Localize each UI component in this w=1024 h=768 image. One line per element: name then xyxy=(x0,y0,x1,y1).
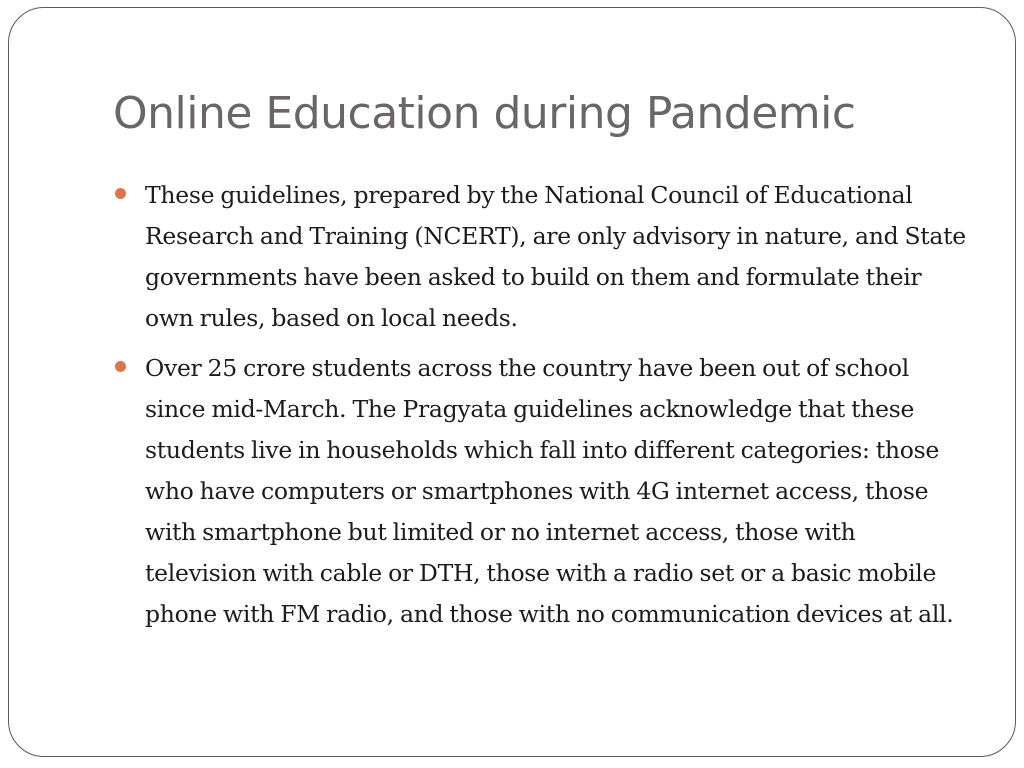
bullet-text: Over 25 crore students across the country have been out of school since mid-March. The Pragyata guidelines acknowledge that these students live in households which fall into different categories: those who have computers or smartphones with 4G internet access, those with smartphone but limited or no internet access, those with television with cable or DTH, those with a radio set or a basic mobile phone with FM radio, and those with no communication devices at all. xyxy=(145,354,954,628)
bullet-text: These guidelines, prepared by the National Council of Educational Research and Training (NCERT), are only advisory in nature, and State governments have been asked to build on them and formulate their own rules, based on local needs. xyxy=(145,181,966,332)
bullet-dot-icon xyxy=(115,188,126,199)
bullet-list xyxy=(113,175,973,644)
slide-title: Online Education during Pandemic xyxy=(113,88,856,139)
bullet-item xyxy=(113,348,973,635)
slide-frame xyxy=(8,7,1016,757)
bullet-item xyxy=(113,175,973,339)
bullet-dot-icon xyxy=(115,361,126,372)
